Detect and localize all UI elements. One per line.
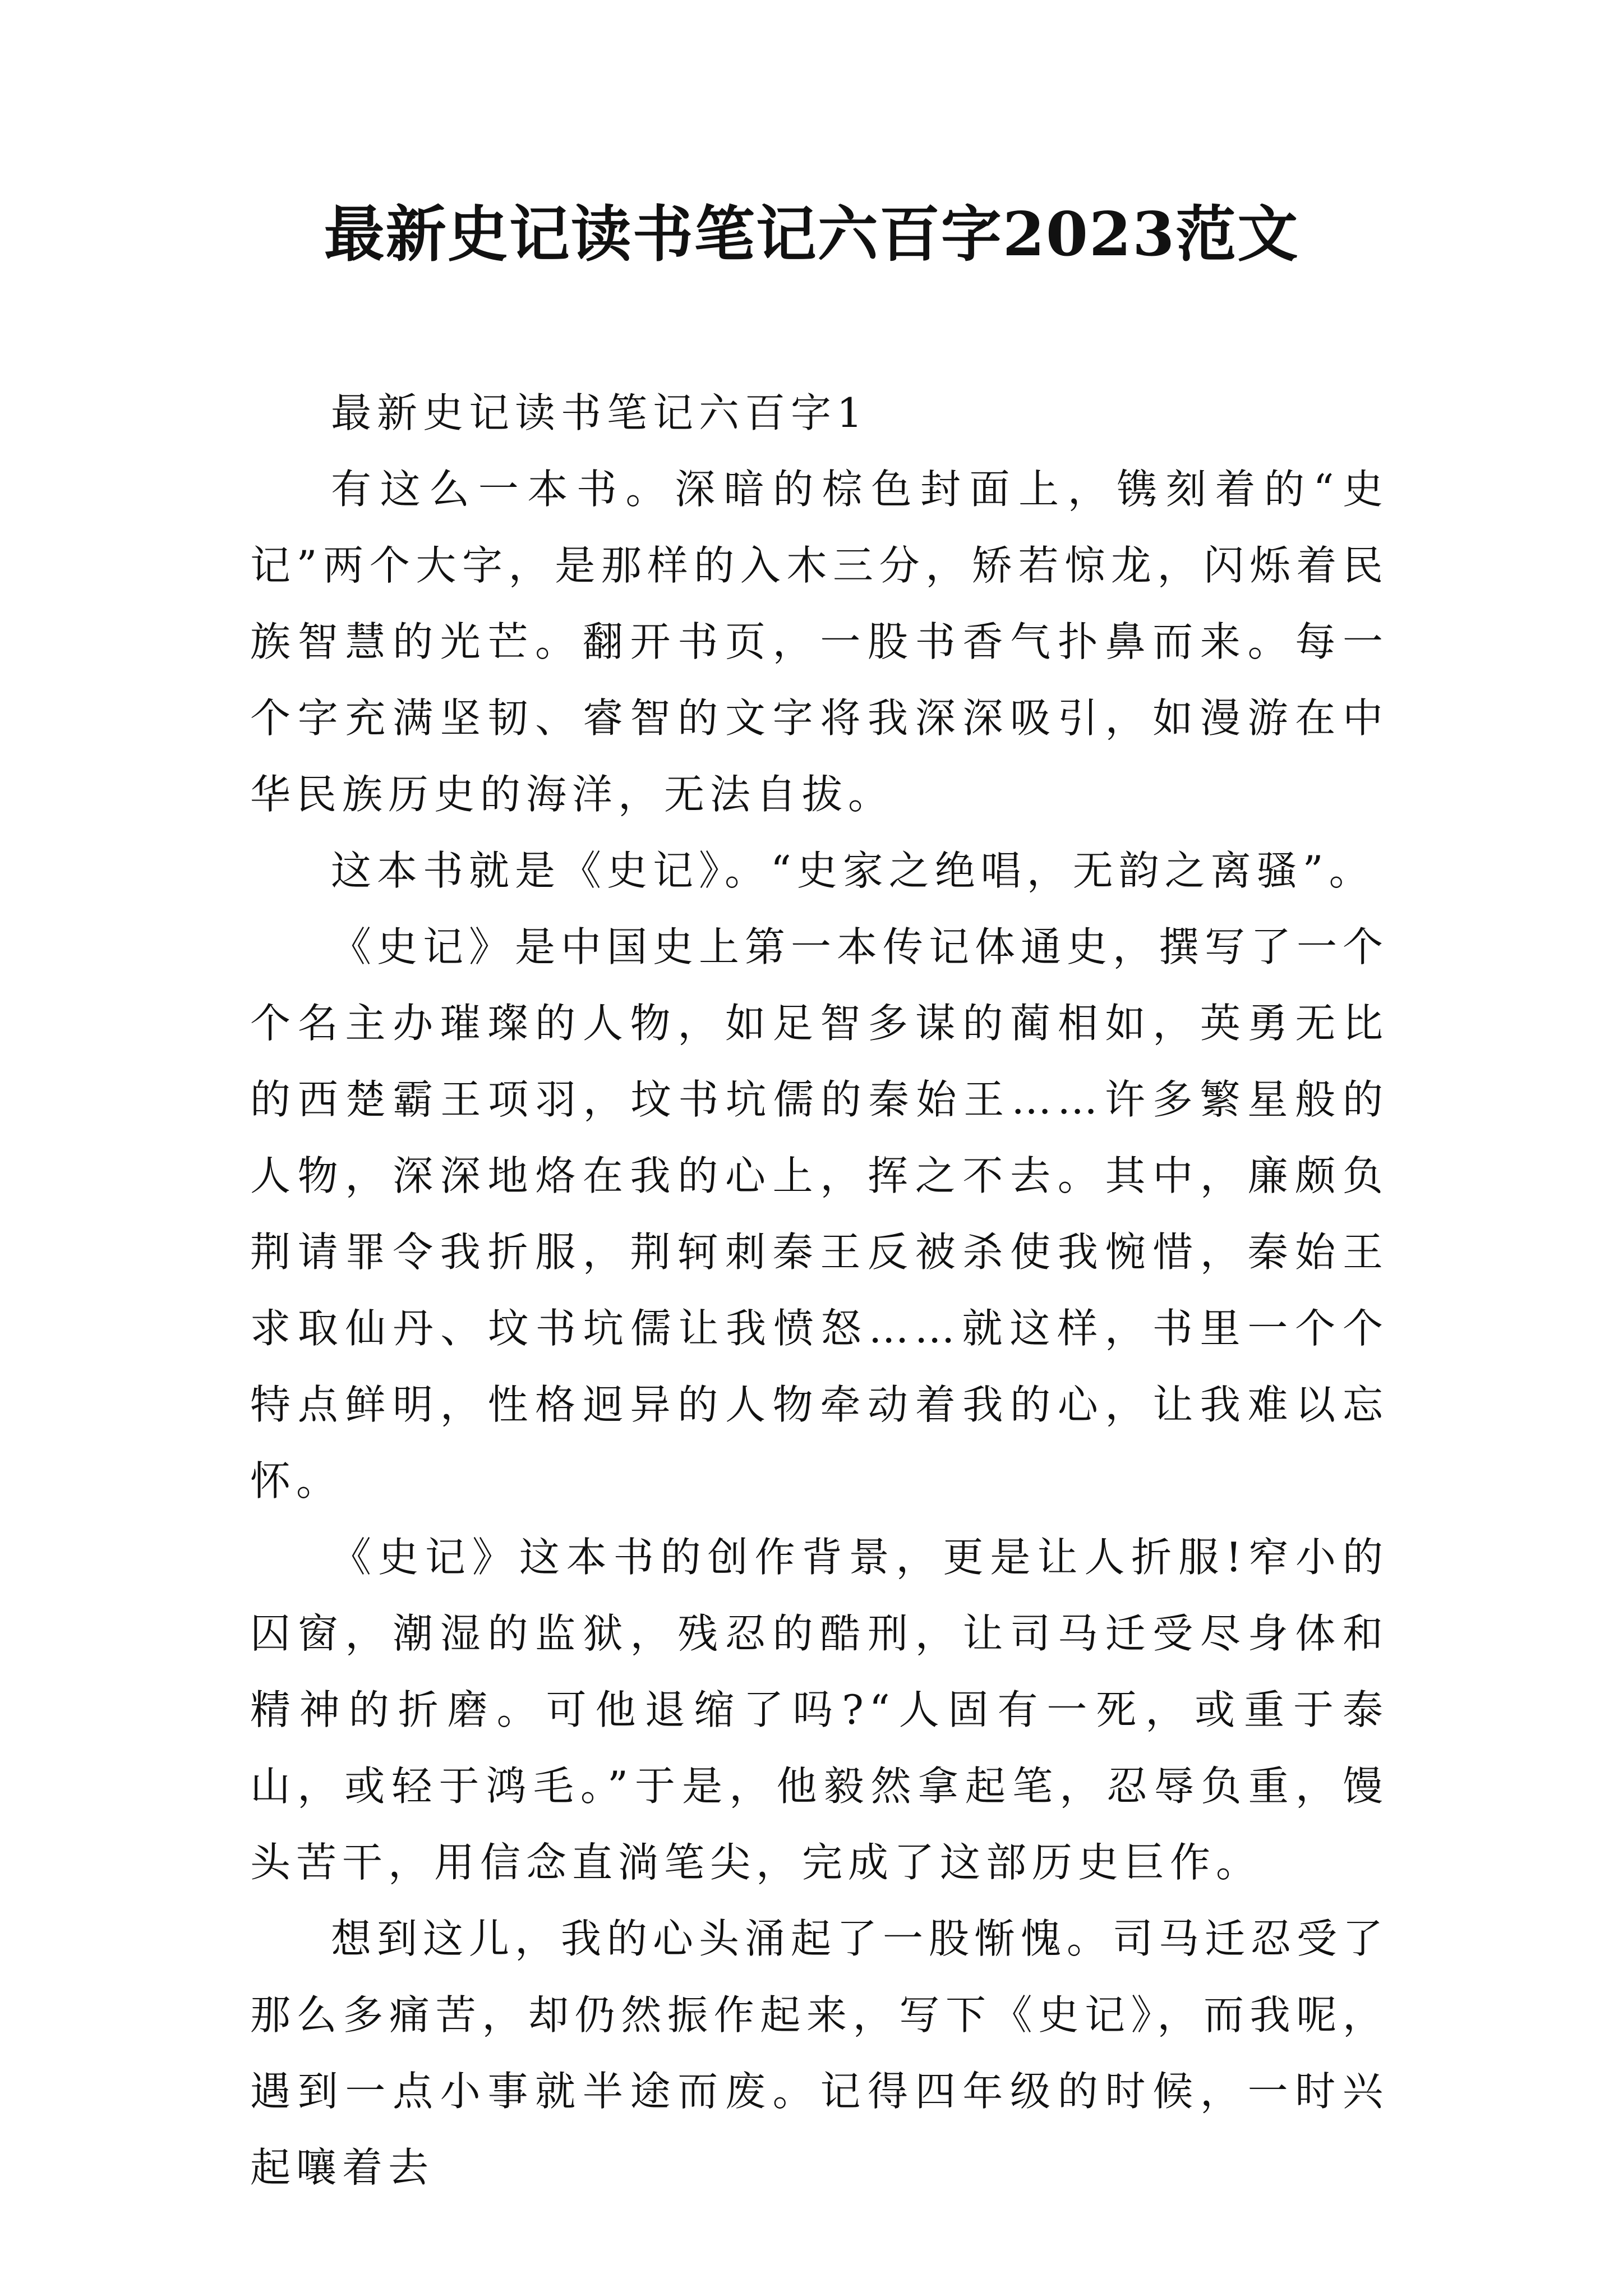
paragraph: 《史记》是中国史上第一本传记体通史，撰写了一个个名主办璀璨的人物，如足智多谋的蔺相如，英勇无比的西楚霸王项羽，坟书坑儒的秦始王……许多繁星般的人物，深深地烙在我的心上，挥之不去。其中，廉颇负荆请罪令我折服，荆轲刺秦王反被杀使我惋惜，秦始王求取仙丹、坟书坑儒让我愤怒……就这样，书里一个个特点鲜明，性格迥异的人物牵动着我的心，让我难以忘怀。 (250, 923, 1389, 1504)
section-heading: 最新史记读书笔记六百字1 (331, 389, 868, 436)
paragraph: 《史记》这本书的创作背景，更是让人折服!窄小的囚窗，潮湿的监狱，残忍的酷刑，让司马迁受尽身体和精神的折磨。可他退缩了吗?“人固有一死，或重于泰山，或轻于鸿毛。”于是，他毅然拿起笔，忍辱负重，馒头苦干，用信念直淌笔尖，完成了这部历史巨作。 (250, 1534, 1389, 1886)
paragraph: 想到这儿，我的心头涌起了一股惭愧。司马迁忍受了那么多痛苦，却仍然振作起来，写下《史记》，而我呢，遇到一点小事就半途而废。记得四年级的时候，一时兴起嚷着去 (250, 1915, 1389, 2191)
paragraph: 有这么一本书。深暗的棕色封面上，镌刻着的“史记”两个大字，是那样的入木三分，矫若惊龙，闪烁着民族智慧的光芒。翻开书页，一股书香气扑鼻而来。每一个字充满坚韧、睿智的文字将我深深吸引，如漫游在中华民族历史的海洋，无法自拔。 (250, 466, 1389, 818)
document-title: 最新史记读书笔记六百字2023范文 (324, 199, 1299, 270)
paragraph: 这本书就是《史记》。“史家之绝唱，无韵之离骚”。 (331, 847, 1375, 894)
document-body (250, 375, 1389, 2206)
